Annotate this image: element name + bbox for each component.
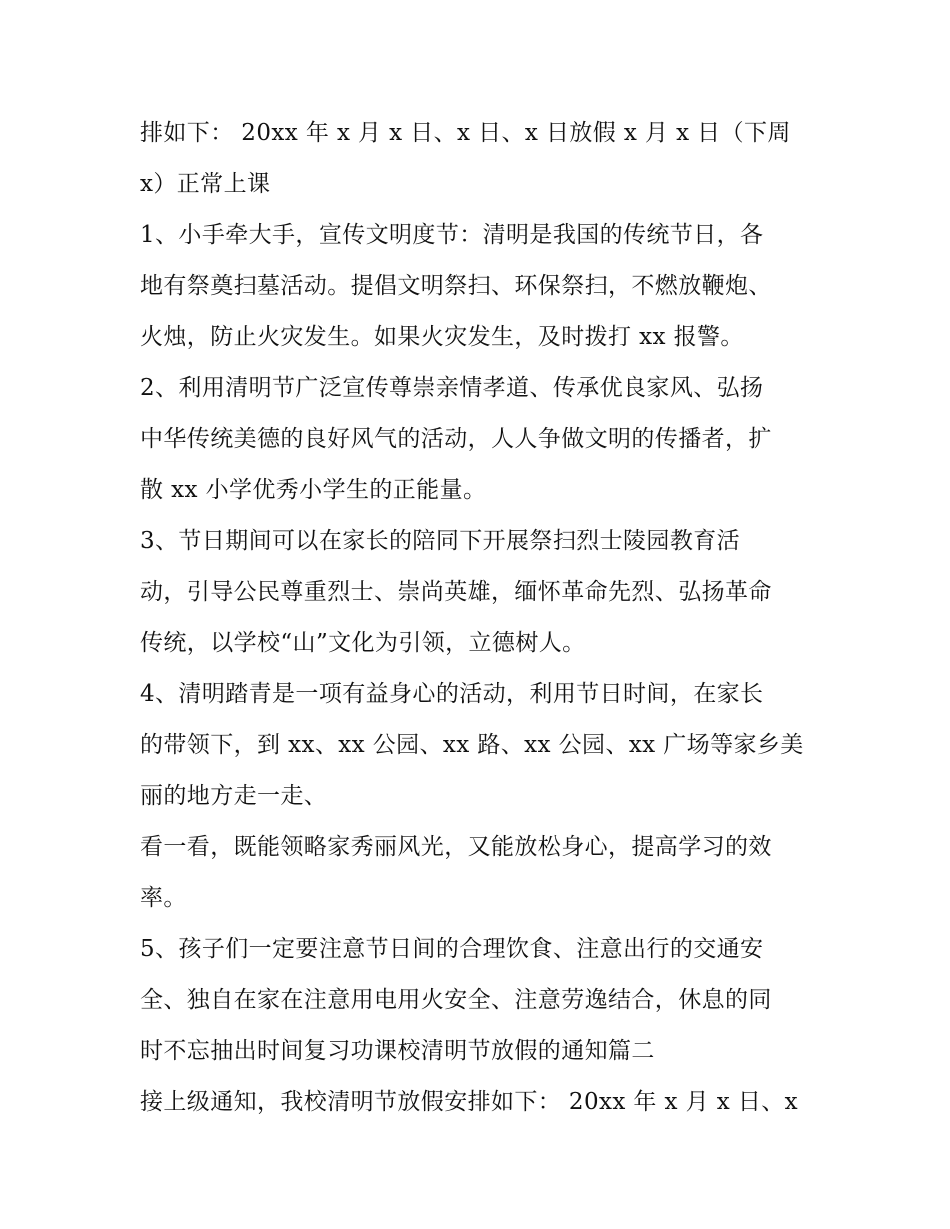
text-line: 的带领下，到 xx、xx 公园、xx 路、xx 公园、xx 广场等家乡美 (140, 732, 804, 758)
text-line: 5、孩子们一定要注意节日间的合理饮食、注意出行的交通安 (140, 936, 764, 962)
text-line: 火烛，防止火灾发生。如果火灾发生，及时拨打 xx 报警。 (140, 324, 744, 350)
text-line: 排如下： 20xx 年 x 月 x 日、x 日、x 日放假 x 月 x 日（下周 (140, 120, 791, 146)
text-line: 接上级通知，我校清明节放假安排如下： 20xx 年 x 月 x 日、x (140, 1089, 798, 1115)
text-line: 时不忘抽出时间复习功课校清明节放假的通知篇二 (140, 1038, 655, 1064)
text-line: 全、独自在家在注意用电用火安全、注意劳逸结合，休息的同 (140, 987, 772, 1013)
text-line: 散 xx 小学优秀小学生的正能量。 (140, 477, 487, 503)
text-line: 地有祭奠扫墓活动。提倡文明祭扫、环保祭扫，不燃放鞭炮、 (140, 273, 772, 299)
text-line: 丽的地方走一走、 (140, 783, 328, 809)
text-line: 看一看，既能领略家秀丽风光，又能放松身心，提高学习的效 (140, 834, 772, 860)
text-line: x）正常上课 (140, 171, 271, 197)
text-line: 率。 (140, 885, 187, 911)
text-line: 中华传统美德的良好风气的活动，人人争做文明的传播者，扩 (140, 426, 772, 452)
text-line: 2、利用清明节广泛宣传尊崇亲情孝道、传承优良家风、弘扬 (140, 375, 764, 401)
document-body (140, 108, 820, 1128)
text-line: 1、小手牵大手，宣传文明度节：清明是我国的传统节日，各 (140, 222, 764, 248)
text-line: 3、节日期间可以在家长的陪同下开展祭扫烈士陵园教育活 (140, 528, 741, 554)
text-line: 4、清明踏青是一项有益身心的活动，利用节日时间，在家长 (140, 681, 764, 707)
text-line: 传统，以学校“山”文化为引领，立德树人。 (140, 630, 586, 656)
text-line: 动，引导公民尊重烈士、崇尚英雄，缅怀革命先烈、弘扬革命 (140, 579, 772, 605)
